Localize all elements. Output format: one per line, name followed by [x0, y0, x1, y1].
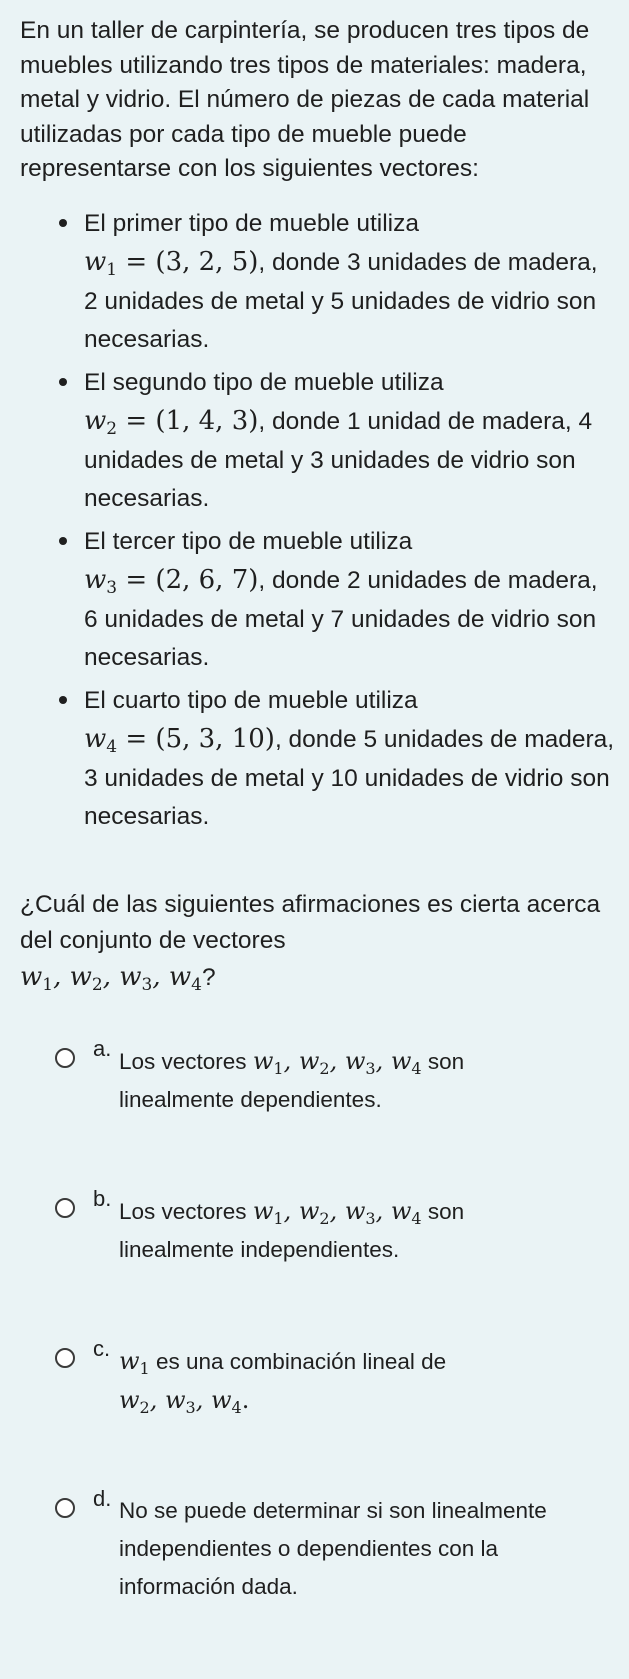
list-item [20, 682, 615, 837]
vector-set: $w_1$, $w_2$, $w_3$, $w_4$ [20, 961, 202, 995]
option-text: Los vectores $w_1$, $w_2$, $w_3$, $w_4$ son linealmente dependientes. [119, 1046, 465, 1112]
option-letter: b. [93, 1185, 112, 1211]
vector-equation: $w_3 = (2$, 6, 7) [84, 565, 259, 598]
radio-button-d[interactable] [55, 1498, 75, 1518]
option-d[interactable] [20, 1484, 615, 1634]
radio-button-a[interactable] [55, 1048, 75, 1068]
option-letter: d. [93, 1485, 112, 1511]
item-tail-text: , donde 1 unidad de madera, 4 unidades de metal y 3 unidades de vidrio son necesarias. [84, 408, 593, 512]
problem-statement: En un taller de carpintería, se producen tres tipos de muebles utilizando tres tipos de materiales: madera, metal y vidrio. El número de piezas de cada material utilizadas por cada tipo de mueble puede representarse con los siguientes vectores: [20, 17, 590, 182]
item-tail-text: , donde 3 unidades de madera, 2 unidades de metal y 5 unidades de vidrio son necesarias. [84, 249, 598, 353]
option-a[interactable] [20, 1034, 615, 1184]
option-text: Los vectores $w_1$, $w_2$, $w_3$, $w_4$ son linealmente independientes. [119, 1196, 465, 1262]
radio-button-b[interactable] [55, 1198, 75, 1218]
bullet-icon [59, 537, 67, 545]
bullet-icon [59, 219, 67, 227]
option-letter: a. [93, 1035, 112, 1061]
vector-equation: $w_1 = (3$, 2, 5) [84, 247, 259, 280]
vector-equation: $w_4 = (5$, 3, 10) [84, 724, 275, 757]
item-lead-text: El tercer tipo de mueble utiliza [84, 527, 413, 555]
question-prompt: ¿Cuál de las siguientes afirmaciones es cierta acerca del conjunto de vectores $w_1$, $w_2$, $w_3$, $w_4$? [20, 890, 601, 995]
option-letter: c. [93, 1335, 111, 1361]
vector-list [20, 205, 615, 837]
bullet-icon [59, 696, 67, 704]
answer-options [20, 1034, 615, 1634]
radio-button-c[interactable] [55, 1348, 75, 1368]
list-item [20, 364, 615, 519]
list-item [20, 523, 615, 678]
option-b[interactable] [20, 1184, 615, 1334]
item-tail-text: , donde 5 unidades de madera, 3 unidades de metal y 10 unidades de vidrio son necesarias. [84, 726, 615, 830]
bullet-icon [59, 378, 67, 386]
item-lead-text: El primer tipo de mueble utiliza [84, 209, 419, 237]
item-lead-text: El cuarto tipo de mueble utiliza [84, 686, 418, 714]
option-c[interactable] [20, 1334, 615, 1484]
vector-equation: $w_2 = (1$, 4, 3) [84, 406, 259, 439]
list-item [20, 205, 615, 360]
option-text: $w_1$ es una combinación lineal de $w_2$, $w_3$, $w_4$. [119, 1346, 447, 1417]
item-lead-text: El segundo tipo de mueble utiliza [84, 368, 444, 396]
question-card [20, 14, 615, 1634]
option-text: No se puede determinar si son linealmente independientes o dependientes con la información dada. [119, 1497, 547, 1599]
item-tail-text: , donde 2 unidades de madera, 6 unidades de metal y 7 unidades de vidrio son necesarias. [84, 567, 598, 671]
